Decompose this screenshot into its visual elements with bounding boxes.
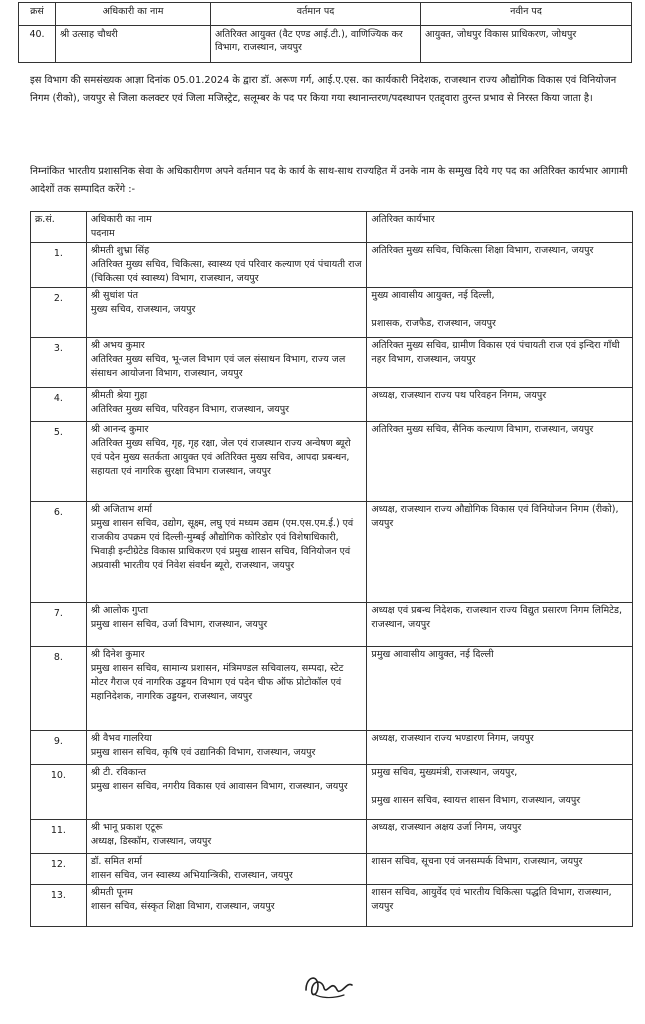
top-table	[18, 2, 632, 63]
row-sno: 11.	[31, 820, 87, 854]
table-row	[31, 338, 633, 388]
row-officer	[86, 243, 367, 288]
officer-name: श्री आलोक गुप्ता	[90, 605, 149, 616]
row-additional-charge	[367, 731, 633, 765]
top-table-row	[19, 26, 632, 63]
cancellation-paragraph: इस विभाग की समसंख्यक आज्ञा दिनांक 05.01.2024 के द्वारा डॉ. अरूण गर्ग, आई.ए.एस. का कार्यकारी निदेशक, राजस्थान राज्य औद्योगिक विकास एवं विनियोजन निगम (रीको), जयपुर से जिला कलक्टर एवं जिला मजिस्ट्रेट, सलूम्बर के पद पर किया गया स्थानान्तरण/पदस्थापन एतद्द्वारा तुरन्त प्रभाव से निरस्त किया जाता है।	[30, 75, 617, 104]
additional-charge-text: अध्यक्ष एवं प्रबन्ध निदेशक, राजस्थान राज्य विद्युत प्रसारण निगम लिमिटेड, राजस्थान, जयपुर	[371, 605, 623, 630]
additional-charge-text: अतिरिक्त मुख्य सचिव, ग्रामीण विकास एवं पंचायती राज एवं इन्दिरा गाँधी नहर विभाग, राजस्थान, जयपुर	[371, 340, 620, 365]
table-row	[31, 765, 633, 820]
table-row	[31, 502, 633, 603]
officer-designation: प्रमुख शासन सचिव, उद्योग, सूक्ष्म, लघु एवं मध्यम उद्यम (एम.एस.एम.ई.) एवं राजकीय उपक्रम एवं दिल्ली-मुम्बई औद्योगिक कोरिडोर एवं विशेषाधिकारी, भिवाड़ी इन्टीग्रेटेड विकास प्राधिकरण एवं प्रमुख शासन सचिव, विनियोजन एवं अप्रवासी भारतीय एवं निवेश संवर्धन ब्यूरो, राजस्थान, जयपुर	[90, 518, 354, 571]
additional-charge-paragraph: निम्नांकित भारतीय प्रशासनिक सेवा के अधिकारीगण अपने वर्तमान पद के कार्य के साथ-साथ राज्यहित में उनके नाम के सम्मुख दिये गए पद का अतिरिक्त कार्यभार आगामी आदेशों तक सम्पादित करेंगे :-	[30, 166, 628, 195]
row-additional-charge	[367, 647, 633, 731]
row-officer	[86, 603, 367, 647]
officer-name: श्रीमती पूनम	[90, 887, 133, 898]
row-additional-charge	[367, 388, 633, 422]
additional-charge-text: अध्यक्ष, राजस्थान राज्य औद्योगिक विकास एवं विनियोजन निगम (रीको), जयपुर	[371, 504, 619, 529]
officer-name: श्री वैभव गालरिया	[90, 733, 152, 744]
row-new-post: आयुक्त, जोधपुर विकास प्राधिकरण, जोधपुर	[421, 26, 632, 63]
top-table-header	[19, 3, 632, 26]
additional-charge-text: प्रमुख आवासीय आयुक्त, नई दिल्ली	[371, 649, 494, 660]
table-row	[31, 603, 633, 647]
table-row	[31, 388, 633, 422]
officer-designation: अतिरिक्त मुख्य सचिव, गृह, गृह रक्षा, जेल एवं राजस्थान राज्य अन्वेषण ब्यूरो एवं पदेन मुख्य सतर्कता आयुक्त एवं अतिरिक्त मुख्य सचिव, आपदा प्रबन्धन, सहायता एवं नागरिक सुरक्षा विभाग राजस्थान, जयपुर	[90, 438, 351, 477]
row-officer	[86, 647, 367, 731]
table-row	[31, 885, 633, 927]
header-name-label: अधिकारी का नाम	[90, 214, 152, 225]
row-sno: 4.	[31, 388, 87, 422]
officer-designation: शासन सचिव, जन स्वास्थ्य अभियान्त्रिकी, राजस्थान, जयपुर	[90, 870, 293, 881]
additional-charge-text: अध्यक्ष, राजस्थान राज्य पथ परिवहन निगम, जयपुर	[371, 390, 547, 401]
row-officer	[86, 731, 367, 765]
row-additional-charge	[367, 765, 633, 820]
row-name: श्री उत्साह चौधरी	[56, 26, 211, 63]
row-officer	[86, 288, 367, 338]
table-row	[31, 647, 633, 731]
additional-charge-text-2: प्रमुख शासन सचिव, स्वायत्त शासन विभाग, राजस्थान, जयपुर	[371, 795, 581, 806]
row-additional-charge	[367, 603, 633, 647]
additional-charge-text: अतिरिक्त मुख्य सचिव, सैनिक कल्याण विभाग, राजस्थान, जयपुर	[371, 424, 594, 435]
row-officer	[86, 820, 367, 854]
header-new-post: नवीन पद	[421, 3, 632, 26]
officer-designation: प्रमुख शासन सचिव, सामान्य प्रशासन, मंत्रिमण्डल सचिवालय, सम्पदा, स्टेट मोटर गैराज एवं नागरिक उड्डयन विभाग एवं पदेन चीफ ऑफ प्रोटोकॉल एवं महानिदेशक, नागरिक उड्डयन, राजस्थान, जयपुर	[90, 663, 344, 702]
additional-charge-text: शासन सचिव, सूचना एवं जनसम्पर्क विभाग, राजस्थान, जयपुर	[371, 856, 583, 867]
officer-designation: अतिरिक्त मुख्य सचिव, भू-जल विभाग एवं जल संसाधन विभाग, राज्य जल संसाधन आयोजना विभाग, राजस्थान, जयपुर	[90, 354, 346, 379]
row-additional-charge	[367, 243, 633, 288]
row-sno: 9.	[31, 731, 87, 765]
additional-charge-text: अध्यक्ष, राजस्थान अक्षय उर्जा निगम, जयपुर	[371, 822, 522, 833]
row-additional-charge	[367, 820, 633, 854]
additional-charge-text: शासन सचिव, आयुर्वेद एवं भारतीय चिकित्सा पद्धति विभाग, राजस्थान, जयपुर	[371, 887, 612, 912]
header-officer-name: अधिकारी का नाम	[56, 3, 211, 26]
officer-name: श्रीमती शुभ्रा सिंह	[90, 245, 150, 256]
officer-name: श्रीमती श्रेया गुहा	[90, 390, 148, 401]
officer-designation: अतिरिक्त मुख्य सचिव, परिवहन विभाग, राजस्थान, जयपुर	[90, 404, 290, 415]
row-sno: 13.	[31, 885, 87, 927]
row-sno: 1.	[31, 243, 87, 288]
table-row	[31, 422, 633, 502]
officer-name: श्री अभय कुमार	[90, 340, 145, 351]
header-additional-charge: अतिरिक्त कार्यभार	[367, 212, 633, 243]
officer-designation: प्रमुख शासन सचिव, नगरीय विकास एवं आवासन विभाग, राजस्थान, जयपुर	[90, 781, 348, 792]
row-additional-charge	[367, 885, 633, 927]
row-officer	[86, 502, 367, 603]
row-officer	[86, 422, 367, 502]
row-sno: 8.	[31, 647, 87, 731]
charge-spacer	[371, 303, 628, 317]
row-sno: 6.	[31, 502, 87, 603]
row-additional-charge	[367, 338, 633, 388]
signature	[300, 966, 360, 1002]
table-row	[31, 731, 633, 765]
header-name	[86, 212, 367, 243]
row-sno: 7.	[31, 603, 87, 647]
officer-name: श्री आनन्द कुमार	[90, 424, 149, 435]
row-officer	[86, 388, 367, 422]
row-sno: 12.	[31, 854, 87, 885]
row-officer	[86, 338, 367, 388]
row-sno: 40.	[19, 26, 56, 63]
header-sno: क्र.सं.	[31, 212, 87, 243]
officer-name: श्री दिनेश कुमार	[90, 649, 145, 660]
row-officer	[86, 854, 367, 885]
additional-charge-table	[30, 211, 633, 927]
officer-name: श्री अजिताभ शर्मा	[90, 504, 152, 515]
row-additional-charge	[367, 422, 633, 502]
additional-charge-text: मुख्य आवासीय आयुक्त, नई दिल्ली,	[371, 290, 495, 301]
additional-charge-text: प्रमुख सचिव, मुख्यमंत्री, राजस्थान, जयपुर,	[371, 767, 518, 778]
officer-name: श्री टी. रविकान्त	[90, 767, 147, 778]
row-sno: 5.	[31, 422, 87, 502]
table-row	[31, 820, 633, 854]
additional-charge-text: अध्यक्ष, राजस्थान राज्य भण्डारण निगम, जयपुर	[371, 733, 534, 744]
row-officer	[86, 765, 367, 820]
main-table-body	[31, 243, 633, 927]
officer-name: डॉ. समित शर्मा	[90, 856, 142, 867]
header-current-post: वर्तमान पद	[211, 3, 421, 26]
header-sno: क्रसं	[19, 3, 56, 26]
officer-designation: अध्यक्ष, डिस्कॉम, राजस्थान, जयपुर	[90, 836, 212, 847]
table-row	[31, 243, 633, 288]
officer-designation: अतिरिक्त मुख्य सचिव, चिकित्सा, स्वास्थ्य एवं परिवार कल्याण एवं पंचायती राज (चिकित्सा एवं स्वास्थ्य) विभाग, राजस्थान, जयपुर	[90, 259, 362, 284]
row-sno: 2.	[31, 288, 87, 338]
additional-charge-text: अतिरिक्त मुख्य सचिव, चिकित्सा शिक्षा विभाग, राजस्थान, जयपुर	[371, 245, 594, 256]
row-current-post: अतिरिक्त आयुक्त (वैट एण्ड आई.टी.), वाणिज्यिक कर विभाग, राजस्थान, जयपुर	[211, 26, 421, 63]
officer-designation: मुख्य सचिव, राजस्थान, जयपुर	[90, 304, 196, 315]
table-row	[31, 854, 633, 885]
row-sno: 3.	[31, 338, 87, 388]
header-designation-label: पदनाम	[90, 228, 115, 239]
officer-designation: प्रमुख शासन सचिव, उर्जा विभाग, राजस्थान, जयपुर	[90, 619, 268, 630]
additional-charge-text-2: प्रशासक, राजफैड, राजस्थान, जयपुर	[371, 318, 496, 329]
main-table-header	[31, 212, 633, 243]
row-officer	[86, 885, 367, 927]
table-row	[31, 288, 633, 338]
officer-designation: प्रमुख शासन सचिव, कृषि एवं उद्यानिकी विभाग, राजस्थान, जयपुर	[90, 747, 316, 758]
row-additional-charge	[367, 502, 633, 603]
row-additional-charge	[367, 854, 633, 885]
row-sno: 10.	[31, 765, 87, 820]
officer-name: श्री भानू प्रकाश एटूरू	[90, 822, 163, 833]
officer-name: श्री सुधांश पंत	[90, 290, 139, 301]
row-additional-charge	[367, 288, 633, 338]
officer-designation: शासन सचिव, संस्कृत शिक्षा विभाग, राजस्थान, जयपुर	[90, 901, 275, 912]
charge-spacer	[371, 780, 628, 794]
